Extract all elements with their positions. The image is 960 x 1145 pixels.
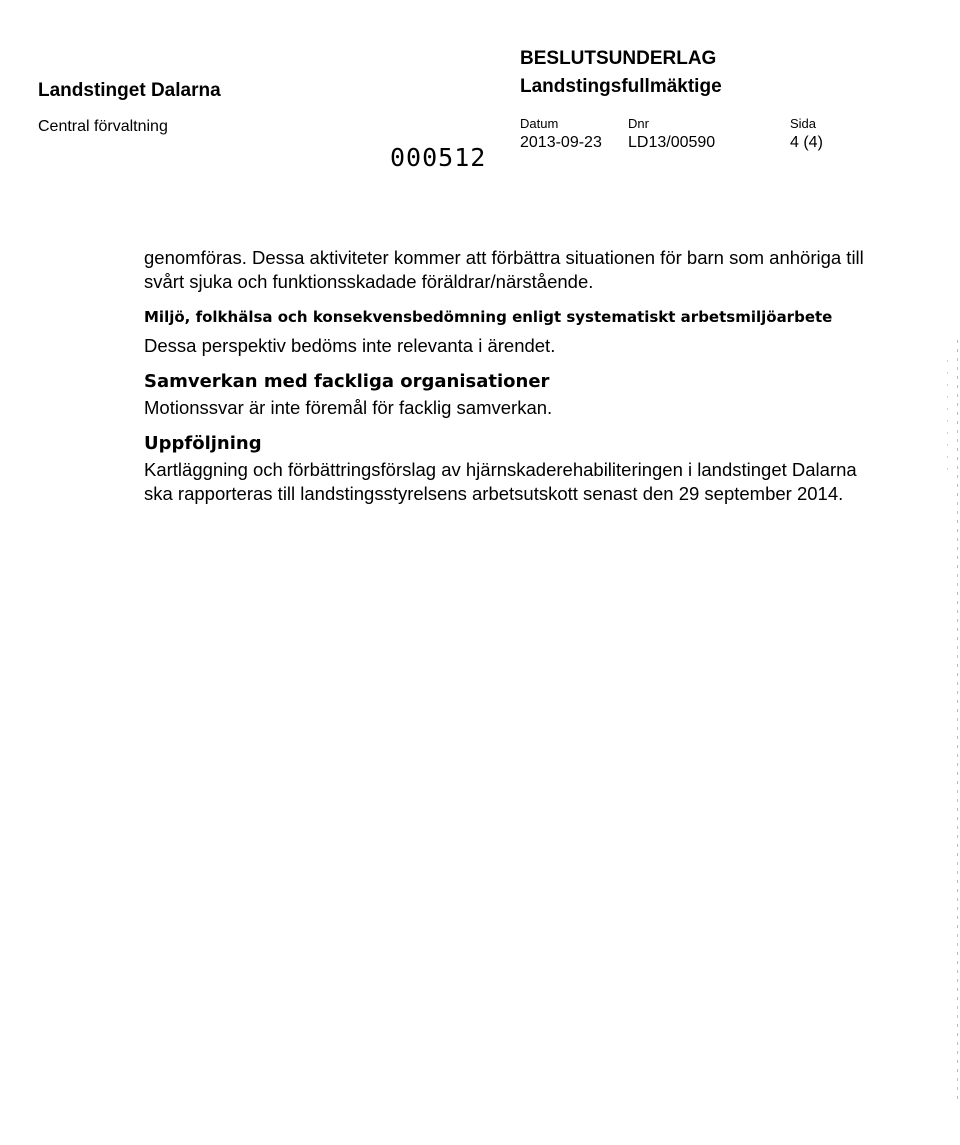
date-value: 2013-09-23 [520,134,602,151]
page-label: Sida [790,116,817,131]
section-text: Kartläggning och förbättringsförslag av hjärnskaderehabiliteringen i landstinget Dalarna ska rapporteras till landstingsstyrelsens arbetsutskott senast den 29 september 2014. [144,459,857,504]
scan-edge-artifact [947,360,948,480]
intro-paragraph: genomföras. Dessa aktiviteter kommer att förbättra situationen för barn som anhöriga till svårt sjuka och funktionsskadade föräldrar/närstående. [144,247,864,292]
document-type: BESLUTSUNDERLAG [520,48,717,69]
stamp-number: 000512 [390,143,487,172]
decision-body: Landstingsfullmäktige [520,76,722,97]
reference-value: LD13/00590 [628,134,716,151]
section-follow-up [144,432,864,506]
organization-name: Landstinget Dalarna [38,80,221,101]
section-text: Dessa perspektiv bedöms inte relevanta i ärendet. [144,335,556,356]
section-heading: Uppföljning [144,433,262,454]
section-heading: Samverkan med fackliga organisationer [144,371,550,392]
page-number: 4 (4) [790,134,823,151]
document-body [144,246,864,518]
section-text: Motionssvar är inte föremål för facklig samverkan. [144,397,553,418]
scan-edge-artifact [957,340,958,1100]
date-label: Datum [520,116,559,131]
section-environment [144,306,864,358]
reference-label: Dnr [628,116,649,131]
section-union-cooperation [144,370,864,420]
section-heading: Miljö, folkhälsa och konsekvensbedömning enligt systematiskt arbetsmiljöarbete [144,308,833,326]
organization-unit: Central förvaltning [38,118,168,135]
